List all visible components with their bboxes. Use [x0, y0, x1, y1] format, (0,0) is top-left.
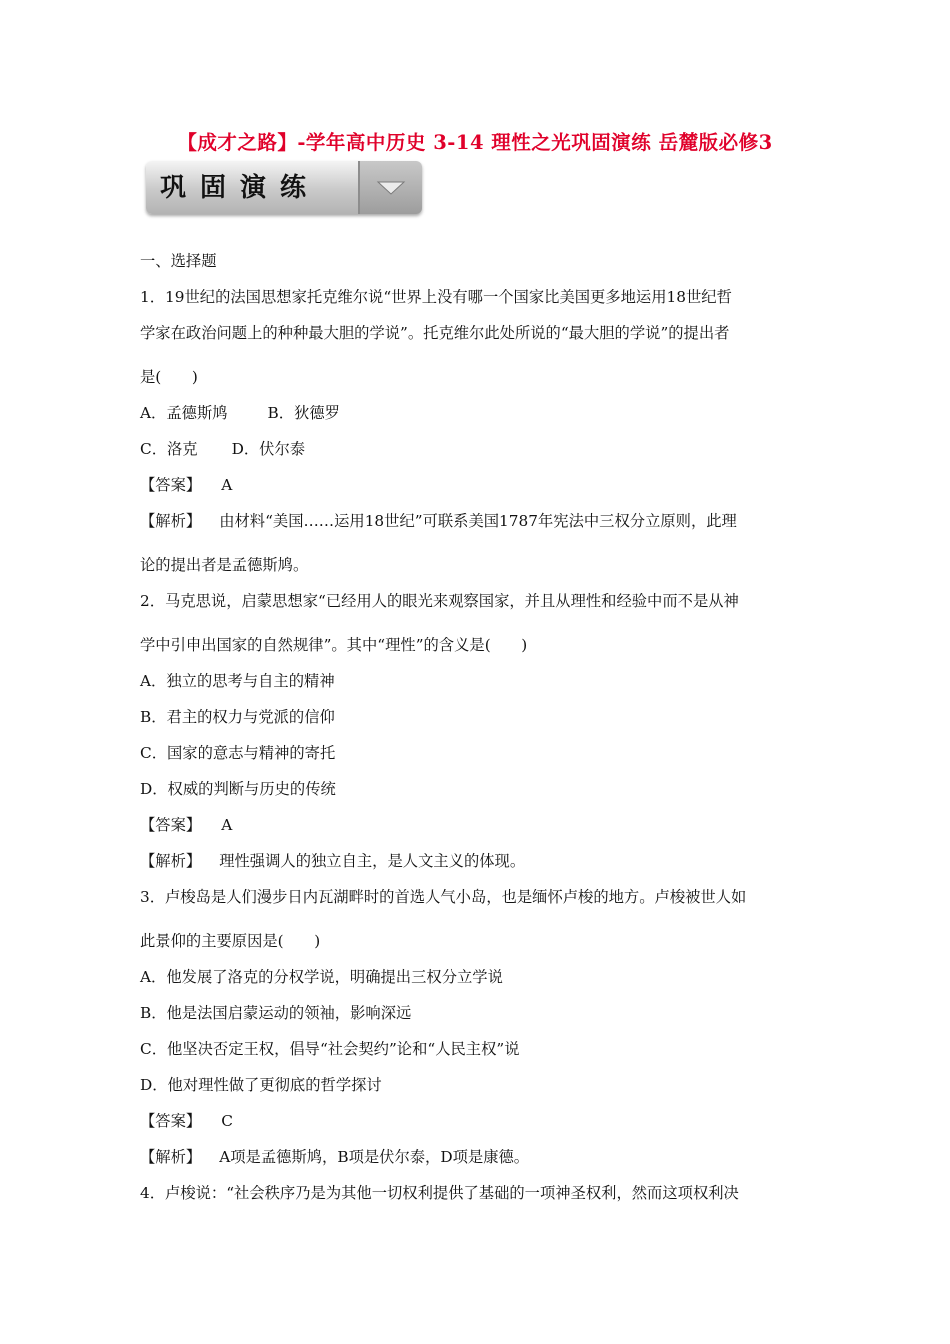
question-1-explanation-2: 论的提出者是孟德斯鸠。: [140, 556, 309, 574]
answer-value: C: [221, 1112, 233, 1130]
question-4-line-1: 4．卢梭说：“社会秩序乃是为其他一切权利提供了基础的一项神圣权利，然而这项权利决: [140, 1184, 739, 1202]
banner-tab: [360, 161, 422, 214]
page-title: 【成才之路】-学年高中历史 3-14 理性之光巩固演练 岳麓版必修3: [177, 131, 773, 154]
question-2-explanation: [140, 850, 820, 886]
question-2-option-b: B．君主的权力与党派的信仰: [140, 708, 335, 726]
answer-value: A: [221, 816, 233, 834]
option-d: D．伏尔泰: [231, 440, 306, 458]
answer-label: 【答案】: [140, 816, 202, 834]
option-a: A．孟德斯鸠: [140, 404, 228, 422]
question-3-answer: [140, 1110, 820, 1146]
question-2-option-c: C．国家的意志与精神的寄托: [140, 744, 336, 762]
option-c: C．洛克: [140, 440, 198, 458]
question-3-option-c: C．他坚决否定王权，倡导“社会契约”论和“人民主权”说: [140, 1040, 520, 1058]
explanation-text: 理性强调人的独立自主，是人文主义的体现。: [219, 852, 526, 870]
answer-label: 【答案】: [140, 1112, 202, 1130]
banner-text: 巩固演练: [160, 173, 321, 203]
explanation-text: 由材料“美国……运用18世纪”可联系美国1787年宪法中三权分立原则，此理: [219, 512, 737, 530]
question-3-explanation: [140, 1146, 820, 1182]
question-2-line-1: 2．马克思说，启蒙思想家“已经用人的眼光来观察国家，并且从理性和经验中而不是从神: [140, 592, 739, 610]
explanation-label: 【解析】: [140, 852, 202, 870]
question-3-option-d: D．他对理性做了更彻底的哲学探讨: [140, 1076, 382, 1094]
question-1-options-ab: [140, 402, 820, 438]
section-banner: [146, 161, 422, 214]
question-1-line-1: 1．19世纪的法国思想家托克维尔说“世界上没有哪一个国家比美国更多地运用18世纪哲: [140, 288, 732, 306]
section-heading: 一、选择题: [140, 252, 217, 270]
question-1-line-2: 学家在政治问题上的种种最大胆的学说”。托克维尔此处所说的“最大胆的学说”的提出者: [140, 324, 730, 342]
question-1-options-cd: [140, 438, 820, 474]
question-2-line-2: 学中引申出国家的自然规律”。其中“理性”的含义是( ): [140, 636, 528, 654]
chevron-down-icon: [376, 179, 406, 197]
explanation-label: 【解析】: [140, 1148, 202, 1166]
question-1-answer: [140, 474, 820, 510]
question-1-explanation-1: [140, 510, 820, 554]
answer-value: A: [221, 476, 233, 494]
question-3-option-b: B．他是法国启蒙运动的领袖，影响深远: [140, 1004, 412, 1022]
explanation-label: 【解析】: [140, 512, 202, 530]
answer-label: 【答案】: [140, 476, 202, 494]
question-2-answer: [140, 814, 820, 850]
explanation-text: A项是孟德斯鸠，B项是伏尔泰，D项是康德。: [219, 1148, 530, 1166]
question-2-option-d: D．权威的判断与历史的传统: [140, 780, 336, 798]
option-b: B．狄德罗: [267, 404, 340, 422]
document-body: [140, 250, 820, 1218]
question-1-line-3: 是( ): [140, 368, 198, 386]
question-2-option-a: A．独立的思考与自主的精神: [140, 672, 335, 690]
question-3-option-a: A．他发展了洛克的分权学说，明确提出三权分立学说: [140, 968, 503, 986]
question-3-line-1: 3．卢梭岛是人们漫步日内瓦湖畔时的首选人气小岛，也是缅怀卢梭的地方。卢梭被世人如: [140, 888, 747, 906]
question-3-line-2: 此景仰的主要原因是( ): [140, 932, 321, 950]
